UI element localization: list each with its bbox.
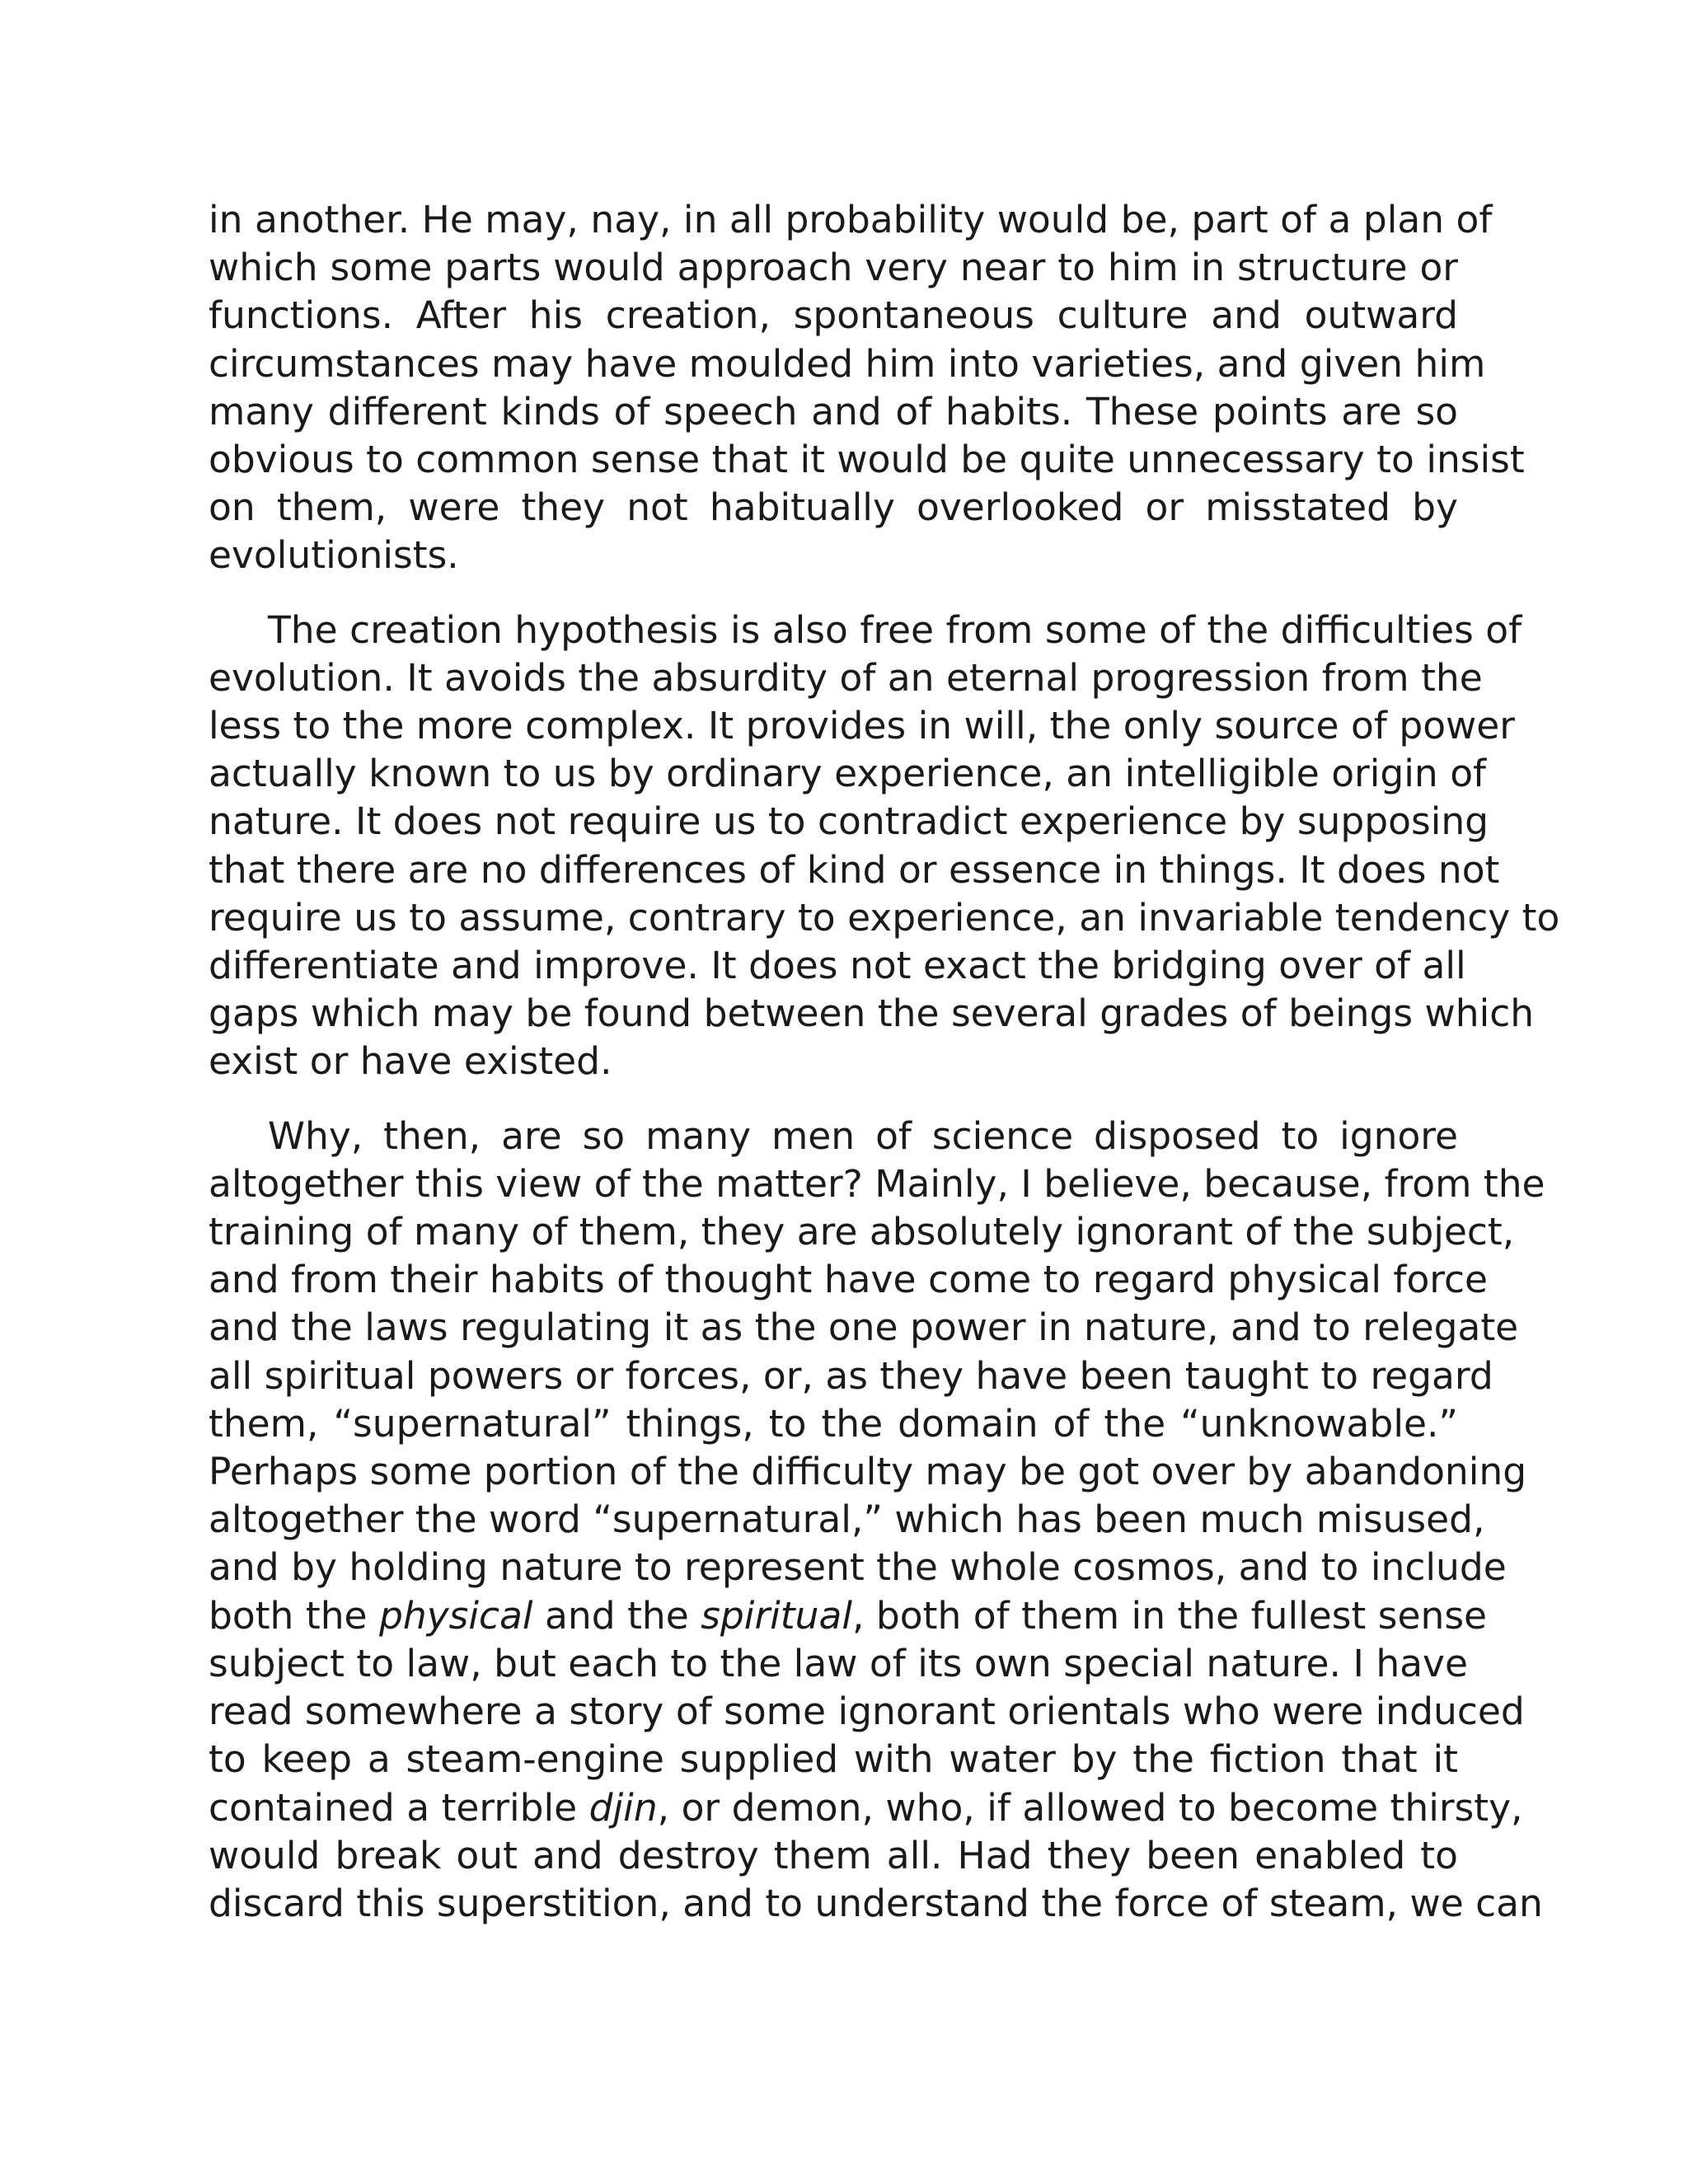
text-run: , or demon, who, if allowed to become thirsty,	[657, 1785, 1523, 1830]
text-line	[209, 1592, 1488, 1640]
italic-term-djin: djin	[588, 1785, 658, 1830]
text-line: many different kinds of speech and of habits. These points are so	[209, 389, 1458, 434]
text-line: in another. He may, nay, in all probability would be, part of a plan of	[209, 198, 1493, 241]
text-line: subject to law, but each to the law of its own special nature. I have	[209, 1641, 1468, 1685]
text-line: functions. After his creation, spontaneous culture and outward	[209, 293, 1458, 338]
text-line: obvious to common sense that it would be quite unnecessary to insist	[209, 438, 1525, 482]
text-line: them, “supernatural” things, to the domain of the “unknowable.”	[209, 1401, 1458, 1446]
text-line: gaps which may be found between the several grades of beings which	[209, 991, 1535, 1036]
text-line: The creation hypothesis is also free from some of the difficulties of	[268, 607, 1522, 652]
text-line: read somewhere a story of some ignorant orientals who were induced	[209, 1690, 1525, 1734]
text-run: both the	[209, 1593, 379, 1638]
text-line: actually known to us by ordinary experience, an intelligible origin of	[209, 752, 1487, 796]
text-line: evolutionists.	[209, 533, 459, 578]
text-line: and the laws regulating it as the one power in nature, and to relegate	[209, 1305, 1519, 1350]
text-line: circumstances may have moulded him into varieties, and given him	[209, 341, 1486, 386]
text-line: that there are no differences of kind or essence in things. It does not	[209, 847, 1500, 892]
text-line: altogether the word “supernatural,” which has been much misused,	[209, 1497, 1485, 1542]
text-run: , both of them in the fullest sense	[852, 1593, 1488, 1638]
text-line: nature. It does not require us to contradict experience by supposing	[209, 799, 1489, 844]
paragraph-1	[209, 196, 1525, 580]
text-line: Perhaps some portion of the difficulty may be got over by abandoning	[209, 1450, 1527, 1494]
text-line: would break out and destroy them all. Had they been enabled to	[209, 1833, 1458, 1877]
text-line: discard this superstition, and to understand the force of steam, we can	[209, 1881, 1543, 1925]
text-line: which some parts would approach very near to him in structure or	[209, 246, 1458, 290]
text-line: all spiritual powers or forces, or, as they have been taught to regard	[209, 1353, 1493, 1398]
italic-term-spiritual: spiritual	[701, 1593, 852, 1638]
text-line: and from their habits of thought have come to regard physical force	[209, 1258, 1488, 1302]
text-run: and the	[532, 1593, 701, 1638]
text-line: require us to assume, contrary to experience, an invariable tendency to	[209, 895, 1560, 940]
italic-term-physical: physical	[379, 1593, 533, 1638]
text-line: and by holding nature to represent the whole cosmos, and to include	[209, 1545, 1507, 1590]
text-line: evolution. It avoids the absurdity of an eternal progression from the	[209, 655, 1483, 700]
paragraph-gap	[209, 1086, 1458, 1113]
text-line	[209, 1784, 1523, 1832]
text-line: on them, were they not habitually overlooked or misstated by	[209, 485, 1458, 530]
text-line: differentiate and improve. It does not exact the bridging over of all	[209, 944, 1466, 988]
text-line: exist or have existed.	[209, 1039, 612, 1084]
text-line: altogether this view of the matter? Mainly, I believe, because, from the	[209, 1161, 1545, 1206]
document-page	[209, 196, 1560, 1928]
text-line: training of many of them, they are absolutely ignorant of the subject,	[209, 1210, 1515, 1254]
paragraph-gap	[209, 580, 1458, 607]
text-line: Why, then, are so many men of science disposed to ignore	[268, 1113, 1458, 1158]
paragraph-2	[209, 607, 1560, 1086]
text-run: contained a terrible	[209, 1785, 589, 1830]
paragraph-3	[209, 1113, 1545, 1928]
text-line: to keep a steam-engine supplied with water by the fiction that it	[209, 1737, 1458, 1782]
text-line: less to the more complex. It provides in will, the only source of power	[209, 704, 1515, 748]
